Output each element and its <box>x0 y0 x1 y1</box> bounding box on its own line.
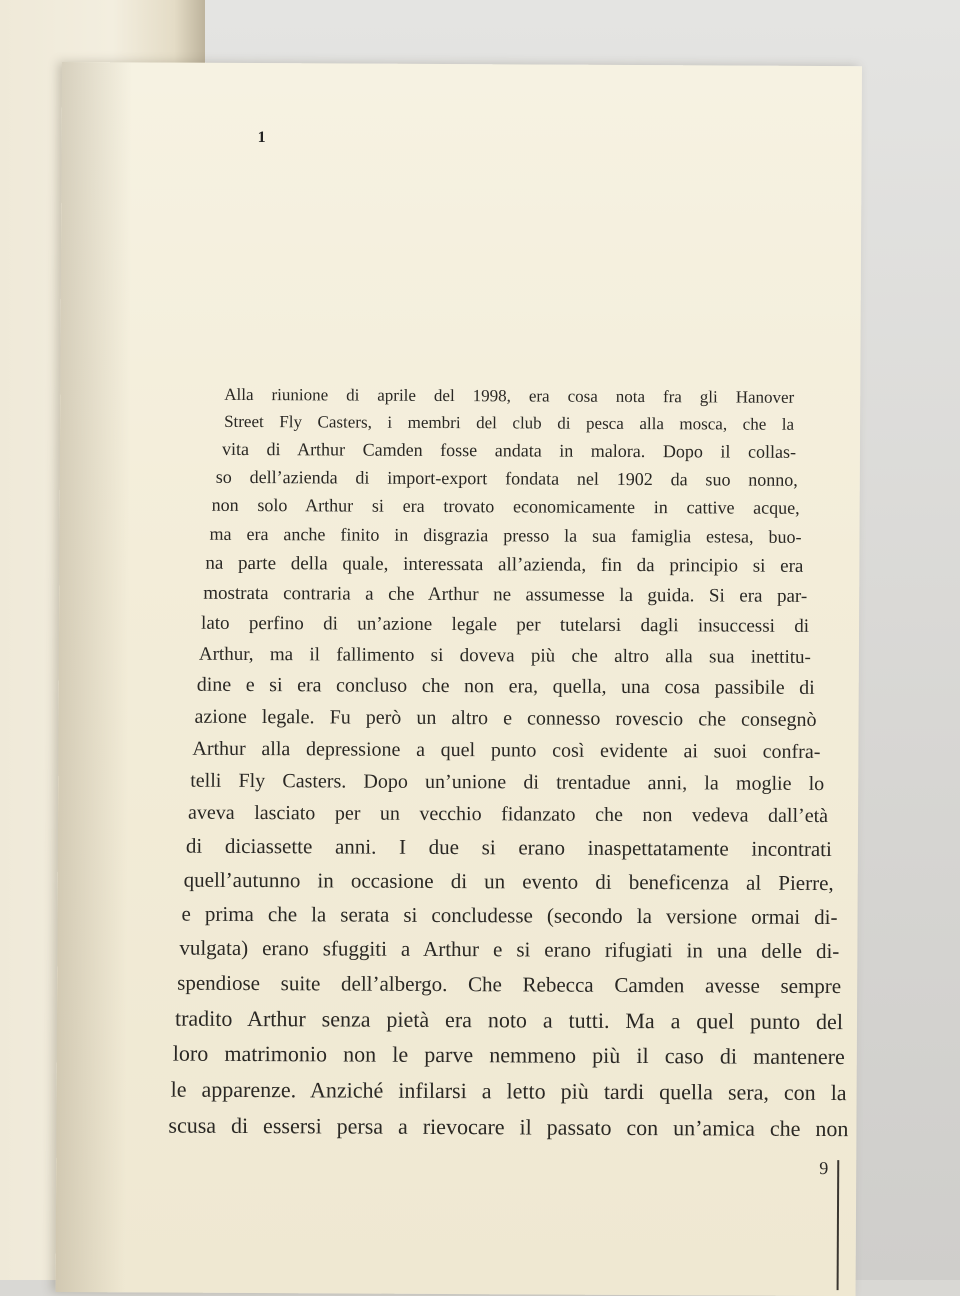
text-line: di diciassette anni. I due si erano inaspettatamente incontrati <box>185 833 832 862</box>
text-line: na parte della quale, interessata all’azienda, fin da principio si era <box>205 552 804 577</box>
text-line: ma era anche finito in disgrazia presso la sua famiglia estesa, buo- <box>209 523 802 547</box>
text-line: Arthur alla depressione a quel punto così evidente ai suoi confra- <box>192 737 821 763</box>
text-line: le apparenze. Anziché infilarsi a letto più tardi quella sera, con la <box>170 1076 847 1106</box>
text-line: loro matrimonio non le parve nemmeno più il caso di mantenere <box>172 1040 845 1070</box>
text-line: so dell’azienda di import-export fondata nel 1902 da suo nonno, <box>215 466 798 490</box>
text-line: telli Fly Casters. Dopo un’unione di trentadue anni, la moglie lo <box>190 769 825 796</box>
page-number-rule <box>837 1160 840 1290</box>
text-line: scusa di essersi persa a rievocare il passato con un’amica che non <box>168 1112 849 1142</box>
text-line: Alla riunione di aprile del 1998, era cosa nota fra gli Hanover <box>224 384 795 407</box>
text-line: e prima che la serata si concludesse (secondo la versione ormai di- <box>181 901 838 930</box>
text-line: dine e si era concluso che non era, quella, una cosa passibile di <box>196 673 815 699</box>
text-line: azione legale. Fu però un altro e connesso rovescio che consegnò <box>194 705 817 731</box>
text-line: tradito Arthur senza pietà era noto a tutti. Ma a quel punto del <box>174 1005 844 1035</box>
book-page <box>56 62 862 1296</box>
text-line: lato perfino di un’azione legale per tutelarsi dagli insuccessi di <box>201 612 810 637</box>
text-line: mostrata contraria a che Arthur ne assumesse la guida. Si era par- <box>203 582 808 607</box>
text-line: non solo Arthur si era trovato economicamente in cattive acque, <box>211 494 800 518</box>
text-line: quell’autunno in occasione di un evento di beneficenza al Pierre, <box>183 867 834 896</box>
page-number: 9 <box>819 1157 829 1179</box>
text-line: Arthur, ma il fallimento si doveva più che altro alla sua inettitu- <box>198 643 811 668</box>
text-line: spendiose suite dell’albergo. Che Rebecca Camden avesse sempre <box>177 970 842 999</box>
text-line: Street Fly Casters, i membri del club di pesca alla mosca, che la <box>224 411 795 434</box>
text-line: vulgata) erano sfuggiti a Arthur e si erano rifugiati in una delle di- <box>179 935 840 964</box>
body-paragraph <box>168 381 849 1147</box>
text-line: aveva lasciato per un vecchio fidanzato che non vedeva dall’età <box>188 801 829 828</box>
chapter-number: 1 <box>257 129 266 147</box>
text-line: vita di Arthur Camden fosse andata in malora. Dopo il collas- <box>221 438 797 462</box>
